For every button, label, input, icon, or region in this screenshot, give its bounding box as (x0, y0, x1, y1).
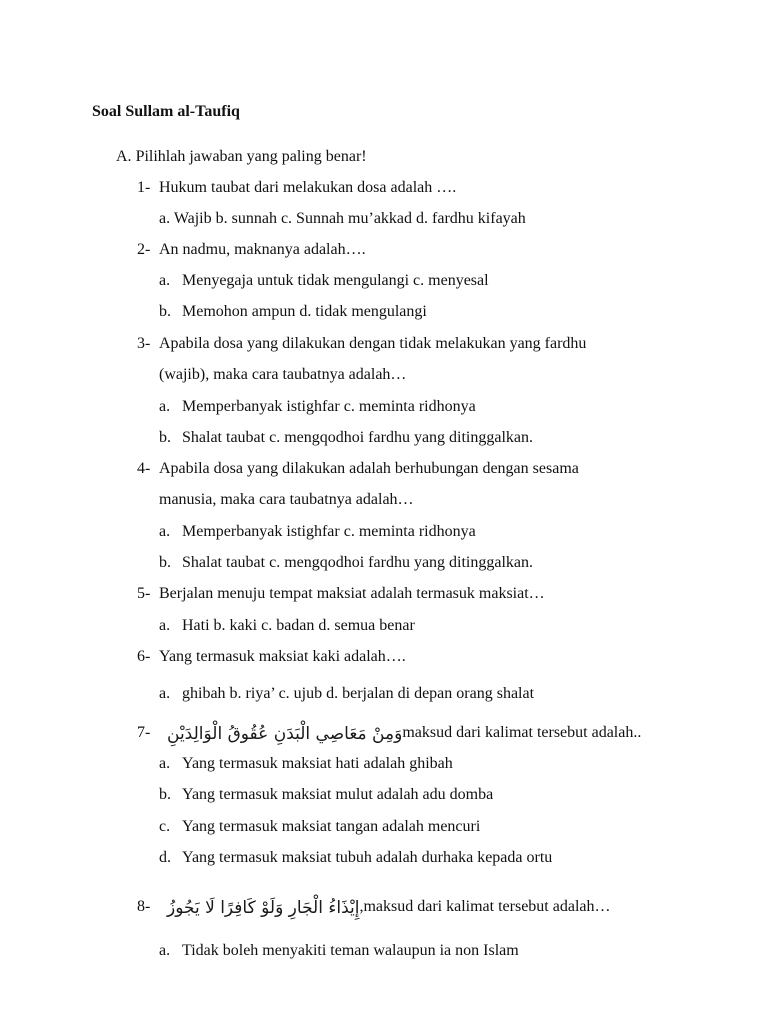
option-text: Yang termasuk maksiat mulut adalah adu domba (182, 786, 494, 803)
question-8 (137, 897, 610, 918)
option-letter: a. (159, 685, 171, 702)
question-number: 7- (137, 724, 151, 741)
arabic-phrase: وَمِنْ مَعَاصِي الْبَدَنِ عُقُوقُ الْوَالِدَيْنِ (167, 724, 403, 744)
option-text: Memperbanyak istighfar c. meminta ridhonya (182, 523, 476, 540)
option-c (159, 817, 480, 837)
question-number: 5- (137, 585, 151, 602)
question-7 (137, 723, 641, 744)
question-number: 1- (137, 179, 151, 196)
option-a (159, 271, 489, 291)
question-text: ,maksud dari kalimat tersebut adalah… (359, 898, 611, 915)
option-letter: a. (159, 617, 171, 634)
question-text: Apabila dosa yang dilakukan adalah berhubungan dengan sesama (159, 460, 579, 477)
option-letter: b. (159, 429, 171, 446)
question-text: Apabila dosa yang dilakukan dengan tidak melakukan yang fardhu (159, 335, 587, 352)
section-heading (116, 147, 367, 167)
option-b (159, 302, 427, 322)
option-text: Memohon ampun d. tidak mengulangi (182, 303, 427, 320)
question-number: 8- (137, 898, 151, 915)
option-text: Tidak boleh menyakiti teman walaupun ia non Islam (182, 942, 519, 959)
section-label: A. (116, 148, 132, 165)
question-6 (137, 647, 406, 667)
document-title: Soal Sullam al-Taufiq (92, 103, 240, 120)
option-letter: c. (159, 818, 171, 835)
option-text: Menyegaja untuk tidak mengulangi c. menyesal (182, 272, 489, 289)
option-letter: b. (159, 786, 171, 803)
option-text: Memperbanyak istighfar c. meminta ridhonya (182, 398, 476, 415)
option-letter: a. (159, 942, 171, 959)
question-1-options: a. Wajib b. sunnah c. Sunnah mu’akkad d. fardhu kifayah (159, 210, 526, 227)
option-a (159, 941, 519, 961)
option-text: Shalat taubat c. mengqodhoi fardhu yang ditinggalkan. (182, 429, 534, 446)
question-text: Berjalan menuju tempat maksiat adalah termasuk maksiat… (159, 585, 545, 602)
option-text: Yang termasuk maksiat hati adalah ghibah (182, 755, 453, 772)
question-4 (137, 459, 579, 479)
option-text: Yang termasuk maksiat tangan adalah mencuri (182, 818, 481, 835)
option-text: ghibah b. riya’ c. ujub d. berjalan di depan orang shalat (182, 685, 535, 702)
question-number: 6- (137, 648, 151, 665)
question-1 (137, 178, 456, 198)
question-4-continuation: manusia, maka cara taubatnya adalah… (159, 491, 414, 508)
option-text: Yang termasuk maksiat tubuh adalah durhaka kepada ortu (182, 849, 553, 866)
question-2 (137, 240, 366, 260)
option-a (159, 616, 415, 636)
option-letter: a. (159, 272, 171, 289)
option-letter: b. (159, 303, 171, 320)
option-b (159, 428, 533, 448)
option-b (159, 785, 493, 805)
option-a (159, 522, 476, 542)
arabic-phrase: إِيْذَاءُ الْجَارِ وَلَوْ كَافِرًا لَا يَجُوزُ (167, 898, 360, 918)
question-3 (137, 334, 586, 354)
option-letter: a. (159, 398, 171, 415)
question-text: Hukum taubat dari melakukan dosa adalah …. (159, 179, 457, 196)
option-letter: b. (159, 554, 171, 571)
option-letter: d. (159, 849, 171, 866)
question-3-continuation: (wajib), maka cara taubatnya adalah… (159, 366, 407, 383)
question-text: maksud dari kalimat tersebut adalah.. (402, 724, 642, 741)
question-5 (137, 584, 545, 604)
question-text: An nadmu, maknanya adalah…. (159, 241, 366, 258)
question-number: 2- (137, 241, 151, 258)
option-a (159, 684, 534, 704)
option-d (159, 848, 552, 868)
option-letter: a. (159, 755, 171, 772)
option-text: Shalat taubat c. mengqodhoi fardhu yang ditinggalkan. (182, 554, 534, 571)
option-a (159, 754, 453, 774)
question-number: 3- (137, 335, 151, 352)
question-text: Yang termasuk maksiat kaki adalah…. (159, 648, 406, 665)
option-a (159, 397, 476, 417)
question-number: 4- (137, 460, 151, 477)
option-letter: a. (159, 523, 171, 540)
section-text: Pilihlah jawaban yang paling benar! (135, 148, 367, 165)
option-text: Hati b. kaki c. badan d. semua benar (182, 617, 415, 634)
option-b (159, 553, 533, 573)
